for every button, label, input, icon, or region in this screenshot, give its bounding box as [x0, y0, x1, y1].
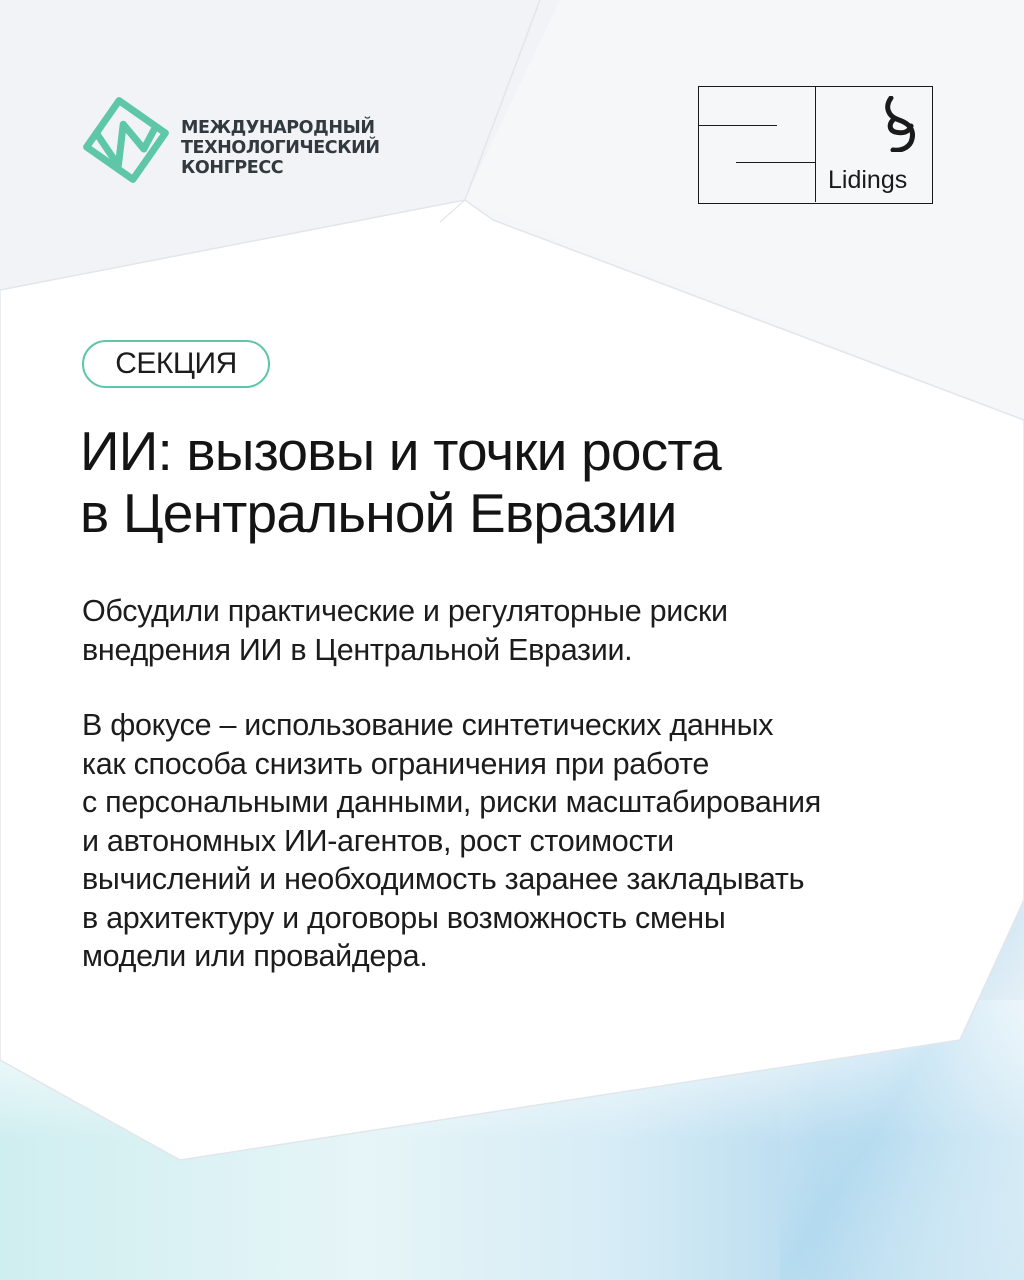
congress-name-line-3: КОНГРЕСС: [181, 158, 284, 178]
body-paragraph-2: [82, 706, 962, 976]
body-paragraph-1: [82, 592, 962, 669]
paragraph-2-line-1: В фокусе – использование синтетических данных: [82, 708, 774, 742]
paragraph-1-line-2: внедрения ИИ в Центральной Евразии.: [82, 632, 633, 667]
lidings-frame-line-bottom: [736, 162, 815, 163]
paragraph-2-line-7: модели или провайдера.: [82, 939, 428, 973]
lidings-frame-divider: [815, 86, 816, 202]
section-badge: СЕКЦИЯ: [82, 340, 270, 388]
lidings-mark-icon: [881, 96, 921, 152]
title-line-2: в Центральной Евразии: [80, 482, 677, 544]
congress-emblem-icon: [80, 94, 172, 186]
lidings-logo: [698, 86, 934, 205]
paragraph-1-line-1: Обсудили практические и регуляторные риски: [82, 594, 728, 628]
title-line-1: ИИ: вызовы и точки роста: [80, 420, 721, 482]
paragraph-2-line-6: в архитектуру и договоры возможность смены: [82, 900, 726, 935]
paragraph-2-line-3: с персональными данными, риски масштабирования: [82, 785, 821, 819]
paragraph-2-line-2: как способа снизить ограничения при работе: [82, 746, 710, 781]
lidings-wordmark: Lidings: [828, 166, 908, 194]
congress-name-line-2: ТЕХНОЛОГИЧЕСКИЙ: [181, 138, 380, 158]
paragraph-2-line-4: и автономных ИИ-агентов, рост стоимости: [82, 823, 674, 858]
lidings-frame-line-top: [698, 125, 777, 126]
congress-logo: [80, 94, 420, 186]
congress-name-line-1: МЕЖДУНАРОДНЫЙ: [181, 118, 375, 138]
page-title: [80, 420, 960, 544]
paragraph-2-line-5: вычислений и необходимость заранее закладывать: [82, 862, 805, 896]
